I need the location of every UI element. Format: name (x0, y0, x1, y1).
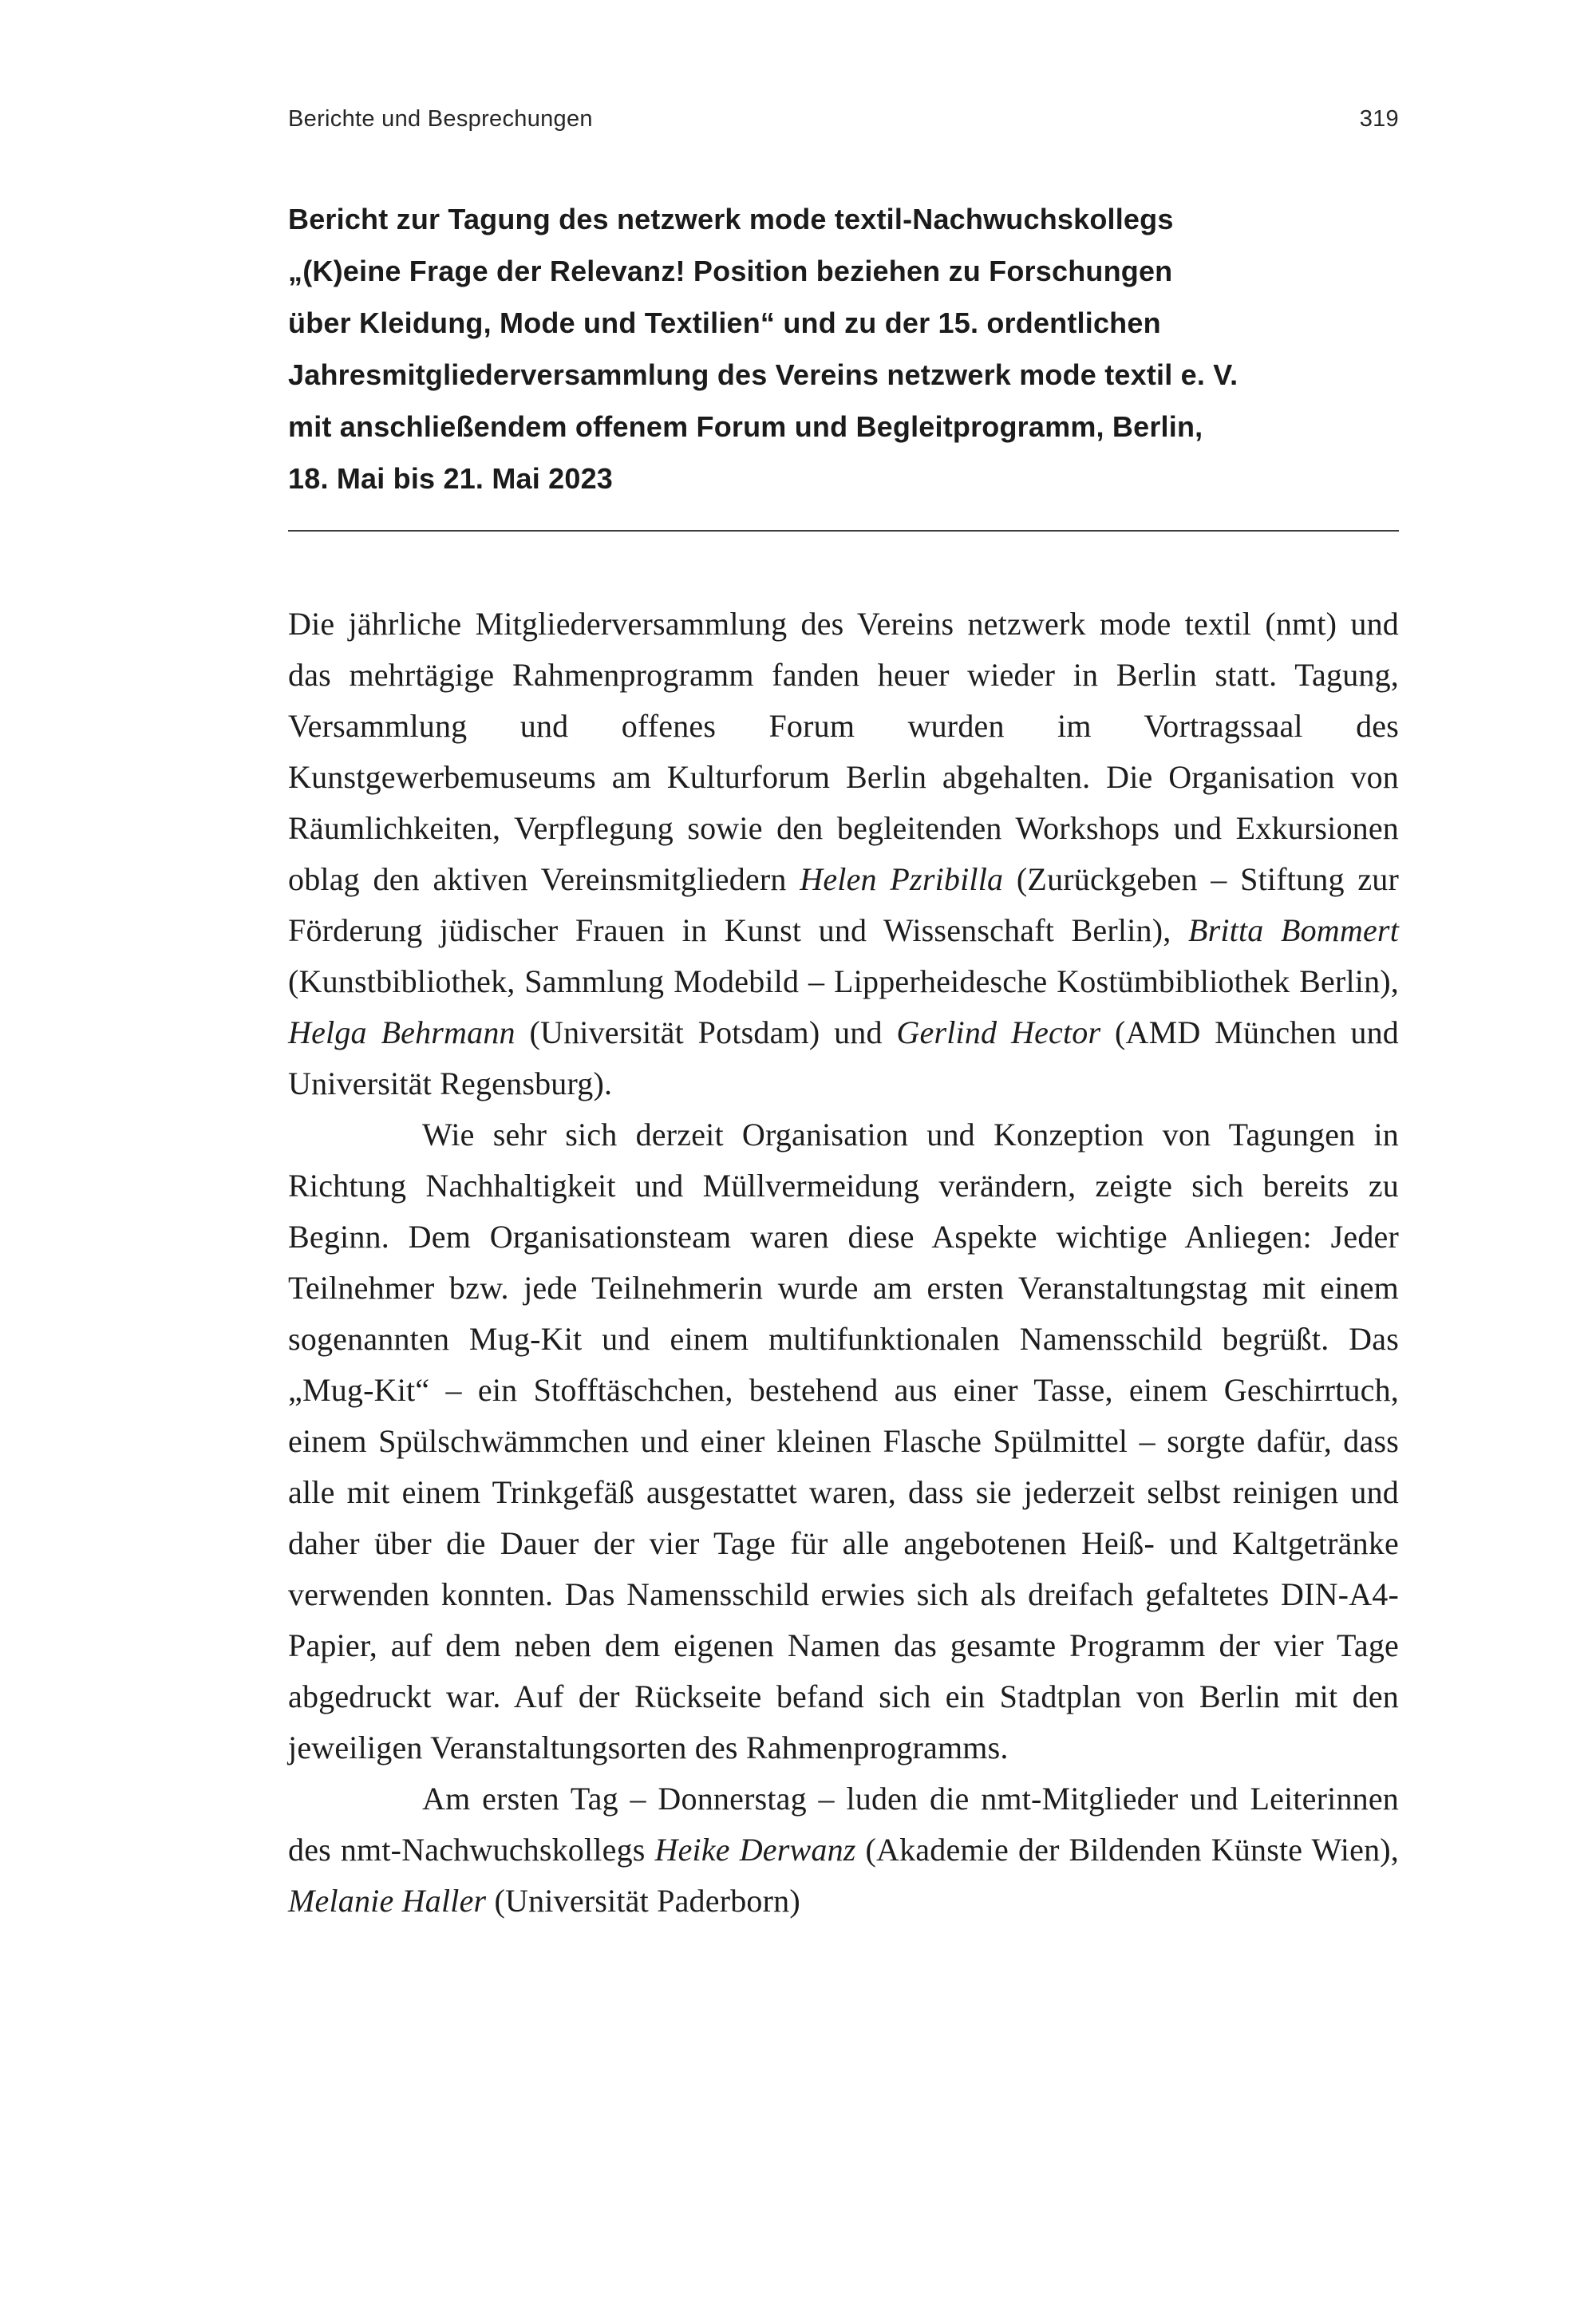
text-run: Am ersten Tag – Donnerstag – luden die nmt-Mitglieder und Leiterinnen des nmt-Nachwuchskollegs (288, 1781, 1399, 1868)
text-run: (Kunstbibliothek, Sammlung Modebild – Lipperheidesche Kostümbibliothek Berlin), (288, 963, 1399, 999)
page-number: 319 (1359, 106, 1399, 132)
text-column (288, 0, 1399, 1927)
title-line: Bericht zur Tagung des netzwerk mode textil-Nachwuchskollegs (288, 203, 1174, 235)
person-name: Gerlind Hector (896, 1014, 1101, 1050)
paragraph (288, 599, 1399, 1109)
title-line: über Kleidung, Mode und Textilien“ und zu der 15. ordentlichen (288, 306, 1161, 339)
title-line: 18. Mai bis 21. Mai 2023 (288, 462, 614, 495)
running-header (288, 106, 1399, 132)
title-rule (288, 530, 1399, 532)
text-run: (Akademie der Bildenden Künste Wien), (855, 1832, 1399, 1868)
article-body (288, 599, 1399, 1927)
person-name: Melanie Haller (288, 1883, 487, 1919)
article-title (288, 193, 1399, 504)
person-name: Helen Pzribilla (800, 861, 1004, 897)
title-line: „(K)eine Frage der Relevanz! Position beziehen zu Forschungen (288, 255, 1173, 287)
paragraph (288, 1109, 1399, 1773)
text-run: Die jährliche Mitgliederversammlung des Vereins netzwerk mode textil (nmt) und das mehrtägige Rahmenprogramm fanden heuer wieder in Berlin statt. Tagung, Versammlung und offenes Forum wurden im Vortragssaal des Kunstgewerbemuseums am Kulturforum Berlin abgehalten. Die Organisation von Räumlichkeiten, Verpflegung sowie den begleitenden Workshops und Exkursionen oblag den aktiven Vereinsmitgliedern (288, 606, 1399, 897)
person-name: Britta Bommert (1187, 912, 1400, 948)
text-run: Wie sehr sich derzeit Organisation und Konzeption von Tagungen in Richtung Nachhaltigkeit und Müllvermeidung verändern, zeigte sich bereits zu Beginn. Dem Organisationsteam waren diese Aspekte wichtige Anliegen: Jeder Teilnehmer bzw. jede Teilnehmerin wurde am ersten Veranstaltungstag mit einem sogenannten Mug-Kit und einem multifunktionalen Namensschild begrüßt. Das „Mug-Kit“ – ein Stofftäschchen, bestehend aus einer Tasse, einem Geschirrtuch, einem Spülschwämmchen und einer kleinen Flasche Spülmittel – sorgte dafür, dass alle mit einem Trinkgefäß ausgestattet waren, dass sie jederzeit selbst reinigen und daher über die Dauer der vier Tage für alle angebotenen Heiß- und Kaltgetränke verwenden konnten. Das Namensschild erwies sich als dreifach gefaltetes DIN-A4-Papier, auf dem neben dem eigenen Namen das gesamte Programm der vier Tage abgedruckt war. Auf der Rückseite befand sich ein Stadtplan von Berlin mit den jeweiligen Veranstaltungsorten des Rahmenprogramms. (288, 1117, 1399, 1765)
text-run: (Universität Potsdam) und (515, 1014, 897, 1050)
person-name: Helga Behrmann (288, 1014, 516, 1050)
title-line: mit anschließendem offenem Forum und Begleitprogramm, Berlin, (288, 410, 1203, 443)
text-run: (AMD München und Universität Regensburg). (288, 1014, 1399, 1101)
text-run: (Zurückgeben – Stiftung zur Förderung jüdischer Frauen in Kunst und Wissenschaft Berlin), (288, 861, 1400, 948)
text-run: (Universität Paderborn) (486, 1883, 800, 1919)
running-header-title: Berichte und Besprechungen (288, 106, 593, 132)
paragraph (288, 1773, 1399, 1927)
person-name: Heike Derwanz (654, 1832, 856, 1868)
title-line: Jahresmitgliederversammlung des Vereins netzwerk mode textil e. V. (288, 358, 1238, 391)
